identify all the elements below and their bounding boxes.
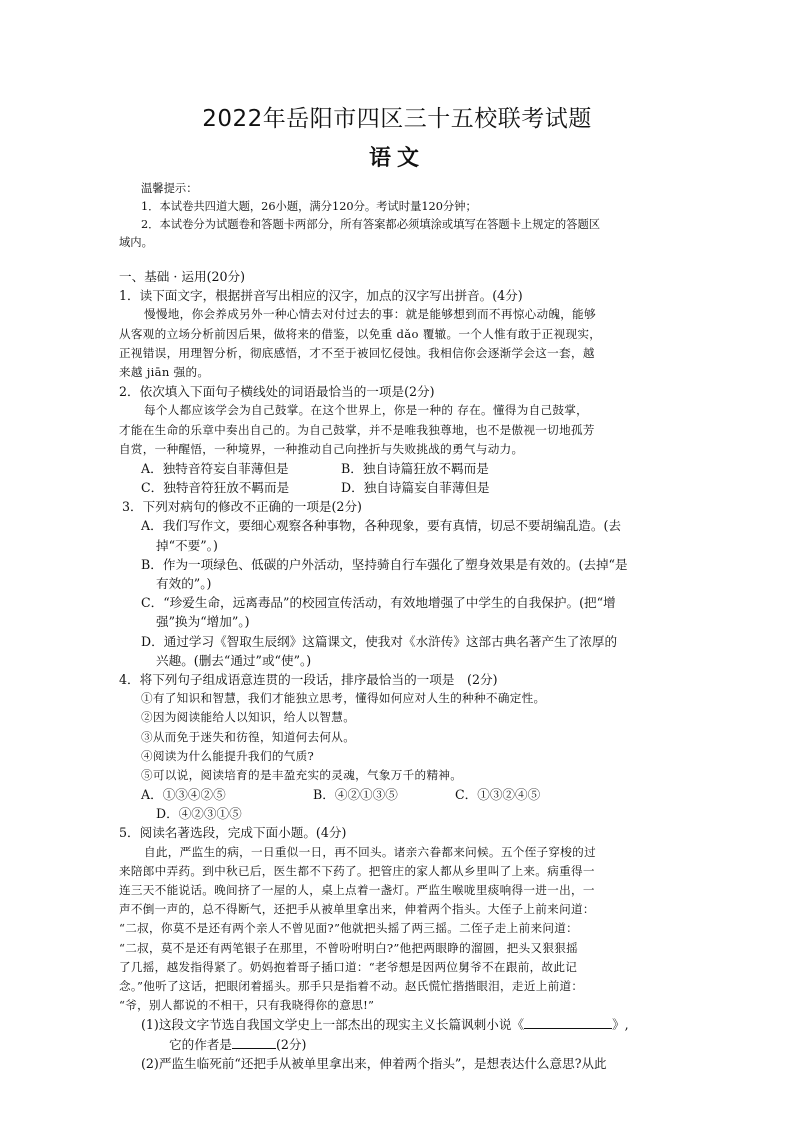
subquestion-text: 》, (612, 1017, 629, 1033)
exam-content (119, 180, 679, 1073)
question-stem: 1．读下面文字，根据拼音写出相应的汉字，加点的汉字写出拼音。(4分) (119, 288, 523, 304)
option-c-cont: 强”换为“增加”。) (156, 614, 250, 630)
passage-line: 自赏，一种醒悟，一种境界，一种推动自己向挫折与失败挑战的勇气与动力。 (119, 441, 524, 456)
passage-line: 慢慢地，你会养成另外一种心情去对付过去的事：就是能够想到而不再惊心动魄，能够 (144, 307, 596, 322)
question-stem: 5．阅读名著选段，完成下面小题。(4分) (119, 825, 347, 841)
option-d[interactable]: D．通过学习《智取生辰纲》这篇课文，使我对《水浒传》这部古典名著产生了浓厚的 (141, 633, 618, 649)
options-row (119, 785, 679, 804)
passage-line: 才能在生命的乐章中奏出自己的。为自己鼓掌，并不是唯我独尊地，也不是傲视一切地孤芳 (119, 422, 595, 437)
passage-line: 自此，严监生的病，一日重似一日，再不回头。诸亲六眷都来问候。五个侄子穿梭的过 (144, 844, 596, 859)
tips-heading: 温馨提示： (141, 182, 198, 195)
tips-block (119, 180, 679, 252)
tips-item: 域内。 (119, 236, 153, 249)
option-c[interactable]: C．独特音符狂放不羁而是 (141, 480, 290, 496)
question-stem: 4．将下列句子组成语意连贯的一段话，排序最恰当的一项是 (2分) (119, 671, 498, 687)
section-heading: 一、基础 · 运用(20分) (119, 269, 246, 284)
options-row (119, 478, 679, 497)
option-a[interactable]: A．我们写作文，要细心观察各种事物，各种现象，要有真情，切忌不要胡编乱造。(去 (141, 518, 621, 534)
passage-line: 声不倒一声的，总不得断气，还把手从被单里拿出来，伸着两个指头。大侄子上前来问道： (119, 902, 595, 917)
question-stem: 2．依次填入下面句子横线处的词语最恰当的一项是(2分) (119, 384, 435, 400)
question-3 (119, 497, 679, 670)
option-d-cont: 兴趣。(删去“通过”或“使”。) (156, 652, 312, 668)
option-a[interactable]: A．①③④②⑤ (141, 787, 226, 803)
passage-line: 连三天不能说话。晚间挤了一屋的人，桌上点着一盏灯。严监生喉咙里痰响得一进一出，一 (119, 883, 595, 897)
sentence-2: ②因为阅读能给人以知识，给人以智慧。 (141, 710, 356, 725)
option-d[interactable]: D．④②③①⑤ (156, 806, 242, 822)
option-b-cont: 有效的”。) (156, 576, 212, 591)
option-b[interactable]: B．作为一项绿色、低碳的户外活动，坚持骑自行车强化了塑身效果是有效的。(去掉“是 (141, 556, 628, 572)
spacer (119, 252, 679, 267)
passage-line: 正视错误，用理智分析，彻底感悟，才不至于被回忆侵蚀。我相信你会逐渐学会这一套，越 (119, 345, 595, 360)
subquestion-1-cont (119, 1035, 679, 1054)
sentence-3: ③从而免于迷失和彷徨，知道何去何从。 (141, 729, 356, 744)
option-a-cont: 掉“不要”。) (156, 537, 218, 553)
question-2 (119, 382, 679, 497)
option-b[interactable]: B．独自诗篇狂放不羁而是 (341, 460, 489, 476)
sentence-4: ④阅读为什么能提升我们的气质? (141, 748, 315, 763)
passage-line: “二叔，你莫不是还有两个亲人不曾见面?”他就把头摇了两三摇。二侄子走上前来问道： (119, 921, 579, 936)
subject-title: 语文 (368, 146, 425, 171)
passage-line: 来越 jiān 强的。 (119, 364, 210, 379)
options-row (119, 459, 679, 478)
question-stem: 3．下列对病句的修改不正确的一项是(2分) (122, 499, 362, 515)
passage-line: 每个人都应该学会为自己鼓掌。在这个世界上，你是一种的 存在。懂得为自己鼓掌， (144, 403, 589, 418)
option-c[interactable]: C．①③②④⑤ (455, 787, 541, 803)
option-c[interactable]: C．“珍爱生命，远离毒品”的校园宣传活动，有效地增强了中学生的自我保护。(把“增 (141, 595, 616, 611)
subquestion-1 (119, 1015, 679, 1034)
passage-line: 念。”他听了这话，把眼闭着摇头。那手只是指着不动。赵氏慌忙揩揩眼泪，走近上前道： (119, 978, 584, 993)
passage-line: “爷，别人都说的不相干，只有我晓得你的意思!” (119, 998, 375, 1013)
passage-line: 来陪郎中弄药。到中秋已后，医生都不下药了。把管庄的家人都从乡里叫了上来。病重得一 (119, 863, 595, 878)
page-title: 2022年岳阳市四区三十五校联考试题 (202, 106, 592, 132)
sentence-5: ⑤可以说，阅读培育的是丰盈充实的灵魂，气象万千的精神。 (141, 767, 463, 782)
subquestion-text: 它的作者是 (169, 1036, 232, 1052)
question-5 (119, 823, 679, 1072)
option-a[interactable]: A．独特音符妄自菲薄但是 (141, 460, 289, 476)
tips-item: 1．本试卷共四道大题，26小题，满分120分。考试时量120分钟； (141, 200, 477, 213)
passage-line: 从客观的立场分析前因后果，做将来的借鉴，以免重 dǎo 覆辙。一个人惟有敢于正视现实， (119, 326, 602, 341)
question-1 (119, 286, 679, 382)
question-4 (119, 670, 679, 824)
answer-blank-novel[interactable] (524, 1015, 612, 1029)
score-label: (2分) (275, 1036, 307, 1052)
passage-line: 了几摇，越发指得紧了。奶妈抱着哥子插口道：“老爷想是因两位舅爷不在跟前，故此记 (119, 959, 578, 974)
option-b[interactable]: B．④②①③⑤ (313, 787, 398, 803)
tips-item: 2．本试卷分为试题卷和答题卡两部分，所有答案都必须填涂或填写在答题卡上规定的答题区 (141, 218, 601, 231)
option-d[interactable]: D．独自诗篇妄自菲薄但是 (341, 480, 490, 496)
answer-blank-author[interactable] (232, 1035, 276, 1049)
subquestion-text: (1)这段文字节选自我国文学史上一部杰出的现实主义长篇讽刺小说《 (141, 1017, 525, 1033)
subquestion-2: (2)严监生临死前“还把手从被单里拿出来，伸着两个指头”，是想表达什么意思?从此 (141, 1055, 607, 1071)
passage-line: “二叔，莫不是还有两笔银子在那里，不曾吩咐明白?”他把两眼睁的溜圆，把头又狠狠摇 (119, 940, 579, 955)
sentence-1: ①有了知识和智慧，我们才能独立思考，懂得如何应对人生的种种不确定性。 (141, 691, 546, 706)
